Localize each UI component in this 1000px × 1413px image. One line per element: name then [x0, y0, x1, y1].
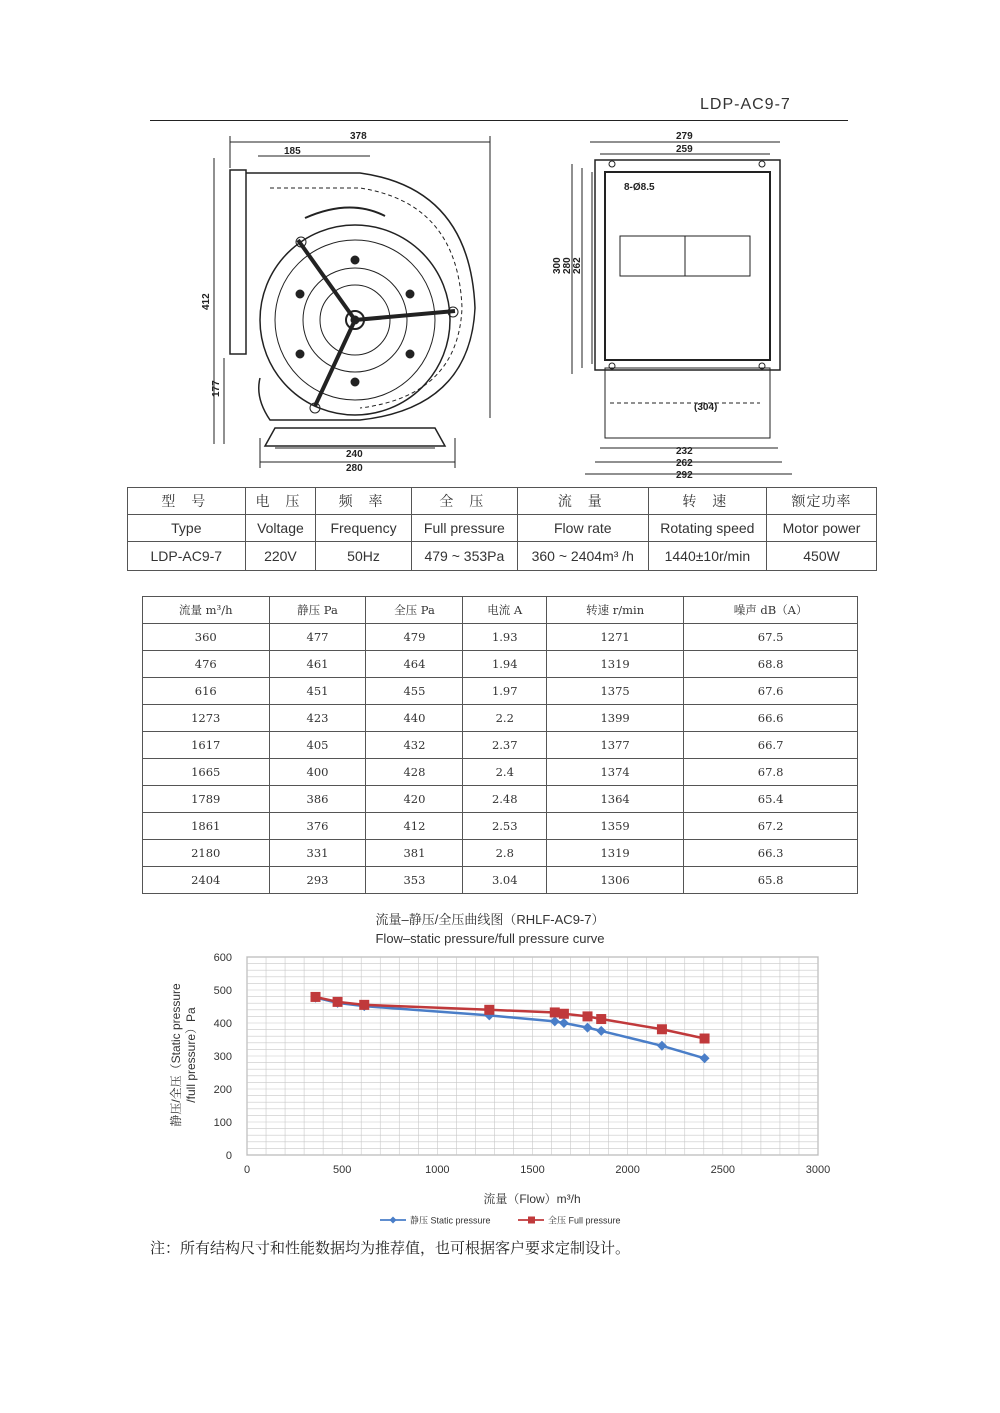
perf-cell: 1375 — [547, 678, 684, 705]
footnote: 注：所有结构尺寸和性能数据均为推荐值，也可根据客户要求定制设计。 — [150, 1239, 631, 1257]
perf-cell: 3.04 — [463, 867, 547, 894]
legend-label: 全压 Full pressure — [548, 1215, 621, 1226]
spec-header-cn: 型 号 — [128, 488, 246, 515]
spec-value: 1440±10r/min — [648, 542, 766, 571]
spec-value: 360 ~ 2404m³ /h — [517, 542, 648, 571]
y-tick-label: 200 — [213, 1084, 232, 1096]
dim-240: 240 — [346, 449, 363, 460]
spec-header-cn: 频 率 — [316, 488, 412, 515]
table-row — [143, 867, 858, 894]
dim-378: 378 — [350, 131, 367, 142]
dim-304: (304) — [694, 402, 718, 413]
dim-259: 259 — [676, 144, 693, 155]
perf-cell: 331 — [269, 840, 366, 867]
perf-cell: 423 — [269, 705, 366, 732]
front-view — [214, 136, 490, 468]
spec-header-en: Voltage — [245, 515, 316, 542]
perf-cell: 1374 — [547, 759, 684, 786]
perf-header: 流量 m³/h — [143, 597, 270, 624]
perf-cell: 1617 — [143, 732, 270, 759]
spec-header-en: Type — [128, 515, 246, 542]
perf-cell: 360 — [143, 624, 270, 651]
perf-cell: 432 — [366, 732, 463, 759]
x-tick-label: 500 — [332, 1164, 352, 1176]
chart-title: 流量–静压/全压曲线图（RHLF-AC9-7） — [375, 912, 605, 927]
dim-280-side: 280 — [562, 257, 573, 274]
perf-cell: 381 — [366, 840, 463, 867]
dim-300: 300 — [552, 257, 563, 274]
spec-header-en-row — [128, 515, 877, 542]
spec-value: 450W — [767, 542, 877, 571]
y-axis-label-line1: 静压/全压（Static pressure — [169, 983, 183, 1127]
x-tick-label: 1500 — [520, 1164, 545, 1176]
spec-header-cn: 流 量 — [517, 488, 648, 515]
legend-label: 静压 Static pressure — [410, 1215, 491, 1226]
perf-cell: 2.8 — [463, 840, 547, 867]
spec-header-cn-row — [128, 488, 877, 515]
x-tick-label: 2000 — [615, 1164, 640, 1176]
perf-cell: 66.6 — [684, 705, 858, 732]
perf-cell: 1359 — [547, 813, 684, 840]
table-row — [143, 651, 858, 678]
y-tick-label: 600 — [213, 952, 232, 964]
chart-subtitle: Flow–static pressure/full pressure curve — [375, 931, 605, 946]
perf-cell: 1271 — [547, 624, 684, 651]
data-point-full — [484, 1005, 494, 1015]
data-point-full — [700, 1034, 710, 1044]
perf-cell: 293 — [269, 867, 366, 894]
perf-cell: 479 — [366, 624, 463, 651]
dim-232: 232 — [676, 446, 693, 457]
dim-262-base: 262 — [676, 458, 693, 469]
pressure-curve-chart — [160, 905, 850, 1234]
y-tick-label: 0 — [225, 1150, 232, 1162]
perf-cell: 451 — [269, 678, 366, 705]
perf-cell: 420 — [366, 786, 463, 813]
perf-cell: 1377 — [547, 732, 684, 759]
perf-cell: 455 — [366, 678, 463, 705]
perf-cell: 1319 — [547, 840, 684, 867]
perf-header: 全压 Pa — [366, 597, 463, 624]
chart-grid — [247, 957, 818, 1155]
data-point-full — [657, 1024, 667, 1034]
perf-cell: 67.6 — [684, 678, 858, 705]
perf-cell: 1.93 — [463, 624, 547, 651]
data-point-full — [596, 1014, 606, 1024]
perf-cell: 1319 — [547, 651, 684, 678]
perf-cell: 2.37 — [463, 732, 547, 759]
data-point-full — [583, 1011, 593, 1021]
chart-legend — [380, 1215, 621, 1226]
perf-cell: 477 — [269, 624, 366, 651]
table-row — [143, 705, 858, 732]
perf-cell: 464 — [366, 651, 463, 678]
perf-header: 电流 A — [463, 597, 547, 624]
side-view — [572, 142, 792, 474]
dim-177: 177 — [211, 380, 222, 397]
dim-262-side: 262 — [572, 257, 583, 274]
perf-cell: 616 — [143, 678, 270, 705]
spec-value: 479 ~ 353Pa — [411, 542, 517, 571]
perf-cell: 476 — [143, 651, 270, 678]
x-tick-label: 3000 — [805, 1164, 831, 1176]
data-point-full — [311, 992, 321, 1002]
technical-drawing — [200, 128, 800, 480]
perf-cell: 1789 — [143, 786, 270, 813]
header-rule — [150, 120, 848, 121]
dim-280: 280 — [346, 463, 363, 474]
perf-cell: 412 — [366, 813, 463, 840]
perf-cell: 2.53 — [463, 813, 547, 840]
perf-cell: 386 — [269, 786, 366, 813]
perf-cell: 2.48 — [463, 786, 547, 813]
perf-cell: 1399 — [547, 705, 684, 732]
spec-value: LDP-AC9-7 — [128, 542, 246, 571]
perf-cell: 1306 — [547, 867, 684, 894]
dim-292: 292 — [676, 470, 693, 480]
x-tick-label: 2500 — [710, 1164, 736, 1176]
x-axis-label: 流量（Flow）m³/h — [483, 1192, 581, 1206]
spec-value: 50Hz — [316, 542, 412, 571]
perf-cell: 2180 — [143, 840, 270, 867]
perf-cell: 1861 — [143, 813, 270, 840]
table-row — [143, 840, 858, 867]
dim-279: 279 — [676, 131, 693, 142]
perf-cell: 1273 — [143, 705, 270, 732]
perf-header: 静压 Pa — [269, 597, 366, 624]
dim-8-holes: 8-Ø8.5 — [624, 182, 655, 193]
spec-header-cn: 电 压 — [245, 488, 316, 515]
perf-cell: 65.8 — [684, 867, 858, 894]
perf-cell: 353 — [366, 867, 463, 894]
perf-header-row — [143, 597, 858, 624]
perf-cell: 405 — [269, 732, 366, 759]
perf-cell: 461 — [269, 651, 366, 678]
perf-cell: 67.2 — [684, 813, 858, 840]
spec-header-en: Motor power — [767, 515, 877, 542]
perf-cell: 2.4 — [463, 759, 547, 786]
perf-cell: 1364 — [547, 786, 684, 813]
perf-cell: 2.2 — [463, 705, 547, 732]
table-row — [143, 678, 858, 705]
spec-header-en: Frequency — [316, 515, 412, 542]
spec-header-en: Full pressure — [411, 515, 517, 542]
data-point-full — [559, 1009, 569, 1019]
y-tick-label: 500 — [213, 985, 232, 997]
y-tick-label: 100 — [213, 1117, 232, 1129]
legend-marker — [390, 1217, 397, 1224]
perf-cell: 1665 — [143, 759, 270, 786]
spec-table — [127, 487, 877, 571]
data-point-full — [333, 997, 343, 1007]
perf-header: 转速 r/min — [547, 597, 684, 624]
perf-cell: 68.8 — [684, 651, 858, 678]
table-row — [143, 624, 858, 651]
spec-values-row — [128, 542, 877, 571]
chart-svg — [160, 905, 850, 1230]
perf-cell: 400 — [269, 759, 366, 786]
perf-cell: 1.97 — [463, 678, 547, 705]
table-row — [143, 759, 858, 786]
y-tick-label: 300 — [213, 1051, 232, 1063]
spec-header-en: Flow rate — [517, 515, 648, 542]
perf-cell: 66.7 — [684, 732, 858, 759]
perf-cell: 65.4 — [684, 786, 858, 813]
dim-412: 412 — [201, 293, 212, 310]
data-point-full — [359, 1000, 369, 1010]
perf-cell: 66.3 — [684, 840, 858, 867]
perf-cell: 67.5 — [684, 624, 858, 651]
perf-cell: 376 — [269, 813, 366, 840]
spec-header-cn: 转 速 — [648, 488, 766, 515]
perf-cell: 428 — [366, 759, 463, 786]
y-tick-label: 400 — [213, 1018, 232, 1030]
perf-cell: 67.8 — [684, 759, 858, 786]
spec-header-cn: 额定功率 — [767, 488, 877, 515]
performance-table — [142, 596, 858, 894]
legend-marker — [528, 1217, 535, 1224]
table-row — [143, 786, 858, 813]
y-axis-label-line2: /full pressure）Pa — [184, 1007, 198, 1103]
table-row — [143, 813, 858, 840]
spec-header-cn: 全 压 — [411, 488, 517, 515]
perf-cell: 1.94 — [463, 651, 547, 678]
perf-header: 噪声 dB（A） — [684, 597, 858, 624]
data-point-full — [550, 1007, 560, 1017]
perf-cell: 2404 — [143, 867, 270, 894]
table-row — [143, 732, 858, 759]
x-tick-label: 1000 — [425, 1164, 450, 1176]
model-code-header: LDP-AC9-7 — [700, 96, 791, 113]
spec-header-en: Rotating speed — [648, 515, 766, 542]
dim-185: 185 — [284, 146, 301, 157]
x-tick-label: 0 — [243, 1164, 251, 1176]
spec-value: 220V — [245, 542, 316, 571]
perf-cell: 440 — [366, 705, 463, 732]
